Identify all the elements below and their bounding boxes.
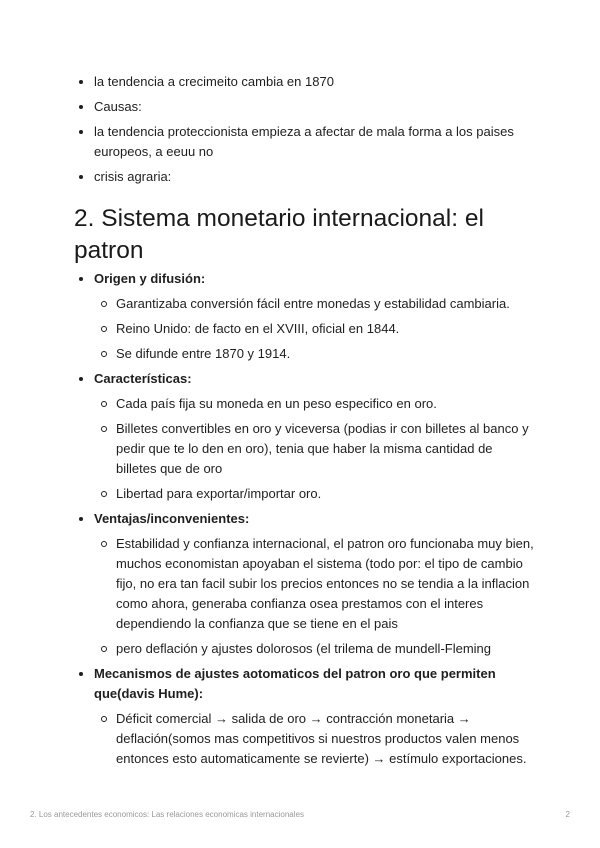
- page-number: 2: [565, 810, 570, 819]
- sub-list: [94, 534, 536, 659]
- list-item-title: Mecanismos de ajustes aotomaticos del patron oro que permiten que(davis Hume):: [94, 666, 496, 701]
- list-item: la tendencia proteccionista empieza a afectar de mala forma a los paises europeos, a eeuu no: [76, 122, 536, 162]
- sub-list: [94, 294, 536, 364]
- intro-bullet-list: [76, 72, 536, 192]
- list-item: crisis agraria:: [76, 167, 536, 187]
- list-item-mecanismos: [76, 664, 536, 769]
- sub-list-item: Reino Unido: de facto en el XVIII, oficial en 1844.: [94, 319, 536, 339]
- list-item-ventajas: [76, 509, 536, 659]
- sub-list-item: Garantizaba conversión fácil entre monedas y estabilidad cambiaria.: [94, 294, 536, 314]
- footer-chapter-title: 2. Los antecedentes economicos: Las relaciones economicas internacionales: [30, 810, 304, 819]
- sub-list-item: Estabilidad y confianza internacional, el patron oro funcionaba muy bien, muchos economistan apoyaban el sistema (todo por: el tipo de cambio fijo, no era tan facil subir los precios entonces no se tendia a la inflacion como ahora, generaba confianza osea prestamos con el interes dependiendo la confianza que se tiene en el pais: [94, 534, 536, 634]
- sub-list-item: Libertad para exportar/importar oro.: [94, 484, 536, 504]
- sub-list-item: Déficit comercial → salida de oro → contracción monetaria → deflación(somos mas competitivos si nuestros productos valen menos entonces esto automaticamente se revierte) → estímulo exportaciones.: [94, 709, 536, 769]
- list-item: Causas:: [76, 97, 536, 117]
- sub-list-item: Se difunde entre 1870 y 1914.: [94, 344, 536, 364]
- page-footer: [30, 810, 570, 819]
- list-item-origen: [76, 269, 536, 364]
- sub-list-item: pero deflación y ajustes dolorosos (el trilema de mundell-Fleming: [94, 639, 536, 659]
- section-heading: 2. Sistema monetario internacional: el patron: [74, 205, 484, 264]
- sub-list-item: Cada país fija su moneda en un peso especifico en oro.: [94, 394, 536, 414]
- sub-list: [94, 394, 536, 504]
- sub-list: [94, 709, 536, 769]
- list-item-title: Origen y difusión:: [94, 271, 206, 286]
- section-bullet-list: [76, 269, 536, 774]
- sub-list-item: Billetes convertibles en oro y viceversa (podias ir con billetes al banco y pedir que te lo den en oro), tenia que haber la misma cantidad de billetes que de oro: [94, 419, 536, 479]
- list-item-title: Características:: [94, 371, 192, 386]
- list-item: la tendencia a crecimeito cambia en 1870: [76, 72, 536, 92]
- list-item-caracteristicas: [76, 369, 536, 504]
- list-item-title: Ventajas/inconvenientes:: [94, 511, 250, 526]
